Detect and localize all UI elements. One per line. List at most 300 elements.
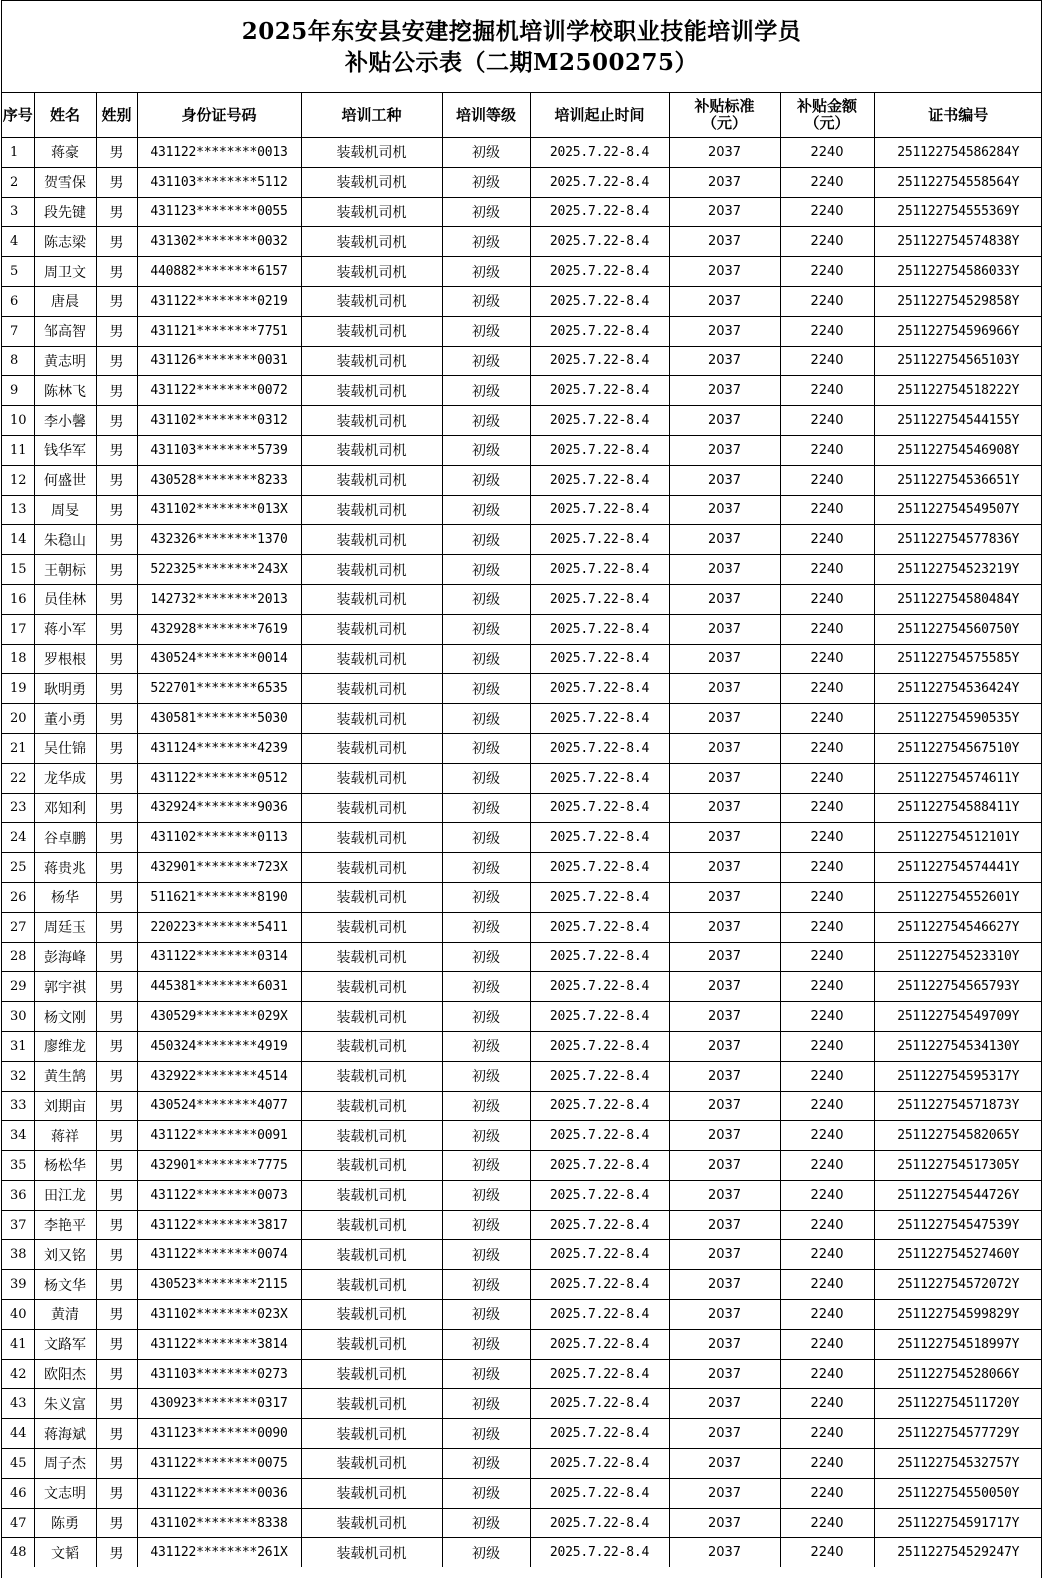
- cell-level: 初级: [442, 793, 530, 823]
- cell-period: 2025.7.22-8.4: [530, 406, 669, 436]
- cell-standard: 2037: [669, 853, 780, 883]
- cell-seq: 6: [2, 286, 34, 316]
- cell-gender: 男: [96, 555, 137, 585]
- cell-standard: 2037: [669, 1180, 780, 1210]
- cell-amount: 2240: [780, 793, 874, 823]
- cell-standard: 2037: [669, 346, 780, 376]
- cell-level: 初级: [442, 823, 530, 853]
- cell-period: 2025.7.22-8.4: [530, 1091, 669, 1121]
- cell-amount: 2240: [780, 614, 874, 644]
- table-row: [2, 942, 1042, 972]
- cell-standard: 2037: [669, 704, 780, 734]
- cell-name: 彭海峰: [34, 942, 96, 972]
- cell-level: 初级: [442, 435, 530, 465]
- cell-id-number: 445381********6031: [137, 972, 301, 1002]
- cell-trade: 装载机司机: [301, 435, 442, 465]
- table-row: [2, 346, 1042, 376]
- cell-level: 初级: [442, 167, 530, 197]
- cell-standard: 2037: [669, 823, 780, 853]
- cell-cert-number: 251122754567510Y: [874, 733, 1042, 763]
- table-row: [2, 197, 1042, 227]
- cell-cert-number: 251122754574611Y: [874, 763, 1042, 793]
- cell-name: 周廷玉: [34, 912, 96, 942]
- cell-seq: 15: [2, 555, 34, 585]
- cell-period: 2025.7.22-8.4: [530, 1478, 669, 1508]
- cell-cert-number: 251122754596966Y: [874, 316, 1042, 346]
- cell-seq: 17: [2, 614, 34, 644]
- cell-trade: 装载机司机: [301, 316, 442, 346]
- cell-amount: 2240: [780, 138, 874, 168]
- cell-standard: 2037: [669, 257, 780, 287]
- cell-gender: 男: [96, 1300, 137, 1330]
- table-row: [2, 1270, 1042, 1300]
- cell-seq: 39: [2, 1270, 34, 1300]
- cell-seq: 33: [2, 1091, 34, 1121]
- cell-cert-number: 251122754586033Y: [874, 257, 1042, 287]
- table-row: [2, 525, 1042, 555]
- cell-cert-number: 251122754528066Y: [874, 1359, 1042, 1389]
- cell-id-number: 430581********5030: [137, 704, 301, 734]
- cell-trade: 装载机司机: [301, 584, 442, 614]
- cell-cert-number: 251122754529247Y: [874, 1538, 1042, 1567]
- cell-amount: 2240: [780, 316, 874, 346]
- cell-level: 初级: [442, 1329, 530, 1359]
- cell-level: 初级: [442, 584, 530, 614]
- cell-name: 刘期亩: [34, 1091, 96, 1121]
- cell-cert-number: 251122754549709Y: [874, 1002, 1042, 1032]
- cell-id-number: 430528********8233: [137, 465, 301, 495]
- cell-period: 2025.7.22-8.4: [530, 1359, 669, 1389]
- table-row: [2, 763, 1042, 793]
- cell-period: 2025.7.22-8.4: [530, 167, 669, 197]
- cell-level: 初级: [442, 1240, 530, 1270]
- cell-level: 初级: [442, 1300, 530, 1330]
- cell-name: 蒋小军: [34, 614, 96, 644]
- document-sheet: [1, 0, 1042, 1578]
- cell-gender: 男: [96, 614, 137, 644]
- cell-level: 初级: [442, 495, 530, 525]
- cell-id-number: 431103********5112: [137, 167, 301, 197]
- cell-period: 2025.7.22-8.4: [530, 793, 669, 823]
- cell-cert-number: 251122754523219Y: [874, 555, 1042, 585]
- header-id: 身份证号码: [137, 93, 301, 138]
- cell-amount: 2240: [780, 733, 874, 763]
- cell-id-number: 432901********723X: [137, 853, 301, 883]
- cell-trade: 装载机司机: [301, 346, 442, 376]
- cell-standard: 2037: [669, 1329, 780, 1359]
- cell-level: 初级: [442, 1270, 530, 1300]
- cell-name: 黄清: [34, 1300, 96, 1330]
- cell-amount: 2240: [780, 674, 874, 704]
- cell-standard: 2037: [669, 1508, 780, 1538]
- cell-level: 初级: [442, 227, 530, 257]
- cell-id-number: 430524********4077: [137, 1091, 301, 1121]
- cell-cert-number: 251122754534130Y: [874, 1031, 1042, 1061]
- cell-id-number: 431122********0314: [137, 942, 301, 972]
- cell-period: 2025.7.22-8.4: [530, 942, 669, 972]
- cell-name: 龙华成: [34, 763, 96, 793]
- cell-id-number: 432924********9036: [137, 793, 301, 823]
- cell-standard: 2037: [669, 1091, 780, 1121]
- cell-cert-number: 251122754532757Y: [874, 1449, 1042, 1479]
- cell-trade: 装载机司机: [301, 1240, 442, 1270]
- cell-period: 2025.7.22-8.4: [530, 1329, 669, 1359]
- cell-level: 初级: [442, 942, 530, 972]
- cell-period: 2025.7.22-8.4: [530, 465, 669, 495]
- cell-name: 周子杰: [34, 1449, 96, 1479]
- cell-seq: 22: [2, 763, 34, 793]
- cell-standard: 2037: [669, 435, 780, 465]
- cell-name: 唐晨: [34, 286, 96, 316]
- cell-amount: 2240: [780, 1061, 874, 1091]
- cell-name: 黄志明: [34, 346, 96, 376]
- cell-gender: 男: [96, 1359, 137, 1389]
- cell-cert-number: 251122754560750Y: [874, 614, 1042, 644]
- cell-name: 陈志梁: [34, 227, 96, 257]
- cell-level: 初级: [442, 704, 530, 734]
- cell-period: 2025.7.22-8.4: [530, 763, 669, 793]
- cell-seq: 45: [2, 1449, 34, 1479]
- cell-cert-number: 251122754574441Y: [874, 853, 1042, 883]
- cell-amount: 2240: [780, 465, 874, 495]
- cell-period: 2025.7.22-8.4: [530, 882, 669, 912]
- cell-trade: 装载机司机: [301, 942, 442, 972]
- cell-seq: 47: [2, 1508, 34, 1538]
- cell-name: 蒋豪: [34, 138, 96, 168]
- cell-gender: 男: [96, 227, 137, 257]
- cell-period: 2025.7.22-8.4: [530, 1002, 669, 1032]
- cell-level: 初级: [442, 644, 530, 674]
- cell-level: 初级: [442, 1091, 530, 1121]
- cell-period: 2025.7.22-8.4: [530, 733, 669, 763]
- cell-id-number: 522325********243X: [137, 555, 301, 585]
- cell-level: 初级: [442, 972, 530, 1002]
- cell-level: 初级: [442, 912, 530, 942]
- cell-seq: 7: [2, 316, 34, 346]
- cell-period: 2025.7.22-8.4: [530, 1151, 669, 1181]
- cell-seq: 21: [2, 733, 34, 763]
- cell-cert-number: 251122754544726Y: [874, 1180, 1042, 1210]
- cell-level: 初级: [442, 525, 530, 555]
- cell-standard: 2037: [669, 1031, 780, 1061]
- cell-gender: 男: [96, 1389, 137, 1419]
- cell-trade: 装载机司机: [301, 1449, 442, 1479]
- cell-trade: 装载机司机: [301, 525, 442, 555]
- cell-amount: 2240: [780, 1270, 874, 1300]
- cell-standard: 2037: [669, 1300, 780, 1330]
- cell-name: 邹高智: [34, 316, 96, 346]
- cell-period: 2025.7.22-8.4: [530, 1508, 669, 1538]
- cell-name: 廖维龙: [34, 1031, 96, 1061]
- cell-seq: 5: [2, 257, 34, 287]
- cell-amount: 2240: [780, 1389, 874, 1419]
- cell-seq: 14: [2, 525, 34, 555]
- cell-period: 2025.7.22-8.4: [530, 316, 669, 346]
- table-row: [2, 495, 1042, 525]
- cell-standard: 2037: [669, 1359, 780, 1389]
- cell-amount: 2240: [780, 1091, 874, 1121]
- cell-level: 初级: [442, 286, 530, 316]
- table-row: [2, 733, 1042, 763]
- table-row: [2, 138, 1042, 168]
- cell-level: 初级: [442, 346, 530, 376]
- cell-amount: 2240: [780, 823, 874, 853]
- table-row: [2, 1091, 1042, 1121]
- cell-standard: 2037: [669, 793, 780, 823]
- cell-level: 初级: [442, 1508, 530, 1538]
- cell-id-number: 431124********4239: [137, 733, 301, 763]
- cell-gender: 男: [96, 1031, 137, 1061]
- cell-gender: 男: [96, 674, 137, 704]
- cell-level: 初级: [442, 257, 530, 287]
- cell-standard: 2037: [669, 942, 780, 972]
- cell-level: 初级: [442, 1359, 530, 1389]
- cell-standard: 2037: [669, 555, 780, 585]
- cell-period: 2025.7.22-8.4: [530, 912, 669, 942]
- cell-amount: 2240: [780, 346, 874, 376]
- cell-seq: 9: [2, 376, 34, 406]
- cell-amount: 2240: [780, 1300, 874, 1330]
- cell-trade: 装载机司机: [301, 1508, 442, 1538]
- cell-id-number: 220223********5411: [137, 912, 301, 942]
- cell-name: 刘又铭: [34, 1240, 96, 1270]
- cell-cert-number: 251122754523310Y: [874, 942, 1042, 972]
- cell-id-number: 431121********7751: [137, 316, 301, 346]
- cell-standard: 2037: [669, 316, 780, 346]
- table-row: [2, 1240, 1042, 1270]
- cell-standard: 2037: [669, 1240, 780, 1270]
- cell-seq: 40: [2, 1300, 34, 1330]
- table-row: [2, 435, 1042, 465]
- cell-standard: 2037: [669, 1002, 780, 1032]
- cell-cert-number: 251122754565793Y: [874, 972, 1042, 1002]
- cell-gender: 男: [96, 584, 137, 614]
- table-row: [2, 853, 1042, 883]
- cell-trade: 装载机司机: [301, 1210, 442, 1240]
- table-row: [2, 972, 1042, 1002]
- table-row: [2, 1538, 1042, 1567]
- cell-trade: 装载机司机: [301, 1300, 442, 1330]
- cell-cert-number: 251122754577729Y: [874, 1419, 1042, 1449]
- cell-gender: 男: [96, 1151, 137, 1181]
- cell-name: 周旻: [34, 495, 96, 525]
- cell-id-number: 431122********3814: [137, 1329, 301, 1359]
- table-row: [2, 1508, 1042, 1538]
- cell-standard: 2037: [669, 644, 780, 674]
- cell-level: 初级: [442, 1538, 530, 1567]
- header-gender: 姓别: [96, 93, 137, 138]
- cell-period: 2025.7.22-8.4: [530, 823, 669, 853]
- cell-trade: 装载机司机: [301, 167, 442, 197]
- cell-amount: 2240: [780, 376, 874, 406]
- cell-cert-number: 251122754577836Y: [874, 525, 1042, 555]
- cell-seq: 46: [2, 1478, 34, 1508]
- cell-period: 2025.7.22-8.4: [530, 495, 669, 525]
- cell-id-number: 431122********0219: [137, 286, 301, 316]
- cell-trade: 装载机司机: [301, 138, 442, 168]
- cell-level: 初级: [442, 1180, 530, 1210]
- table-row: [2, 286, 1042, 316]
- table-row: [2, 1449, 1042, 1479]
- header-level: 培训等级: [442, 93, 530, 138]
- cell-trade: 装载机司机: [301, 197, 442, 227]
- cell-seq: 43: [2, 1389, 34, 1419]
- cell-trade: 装载机司机: [301, 1389, 442, 1419]
- cell-standard: 2037: [669, 1478, 780, 1508]
- cell-name: 李小馨: [34, 406, 96, 436]
- cell-id-number: 431122********0013: [137, 138, 301, 168]
- cell-gender: 男: [96, 286, 137, 316]
- cell-period: 2025.7.22-8.4: [530, 1121, 669, 1151]
- subsidy-table: [2, 92, 1042, 1567]
- table-row: [2, 406, 1042, 436]
- cell-id-number: 431122********0072: [137, 376, 301, 406]
- cell-level: 初级: [442, 138, 530, 168]
- table-row: [2, 1151, 1042, 1181]
- cell-trade: 装载机司机: [301, 257, 442, 287]
- cell-amount: 2240: [780, 1538, 874, 1567]
- cell-amount: 2240: [780, 227, 874, 257]
- cell-amount: 2240: [780, 435, 874, 465]
- cell-cert-number: 251122754590535Y: [874, 704, 1042, 734]
- header-trade: 培训工种: [301, 93, 442, 138]
- cell-seq: 38: [2, 1240, 34, 1270]
- cell-amount: 2240: [780, 972, 874, 1002]
- cell-seq: 32: [2, 1061, 34, 1091]
- cell-period: 2025.7.22-8.4: [530, 1061, 669, 1091]
- cell-id-number: 431102********023X: [137, 1300, 301, 1330]
- cell-trade: 装载机司机: [301, 853, 442, 883]
- cell-trade: 装载机司机: [301, 1031, 442, 1061]
- cell-level: 初级: [442, 1389, 530, 1419]
- cell-gender: 男: [96, 138, 137, 168]
- cell-standard: 2037: [669, 674, 780, 704]
- cell-name: 何盛世: [34, 465, 96, 495]
- cell-trade: 装载机司机: [301, 972, 442, 1002]
- cell-standard: 2037: [669, 882, 780, 912]
- cell-gender: 男: [96, 1002, 137, 1032]
- cell-name: 员佳林: [34, 584, 96, 614]
- cell-amount: 2240: [780, 495, 874, 525]
- cell-level: 初级: [442, 853, 530, 883]
- cell-gender: 男: [96, 465, 137, 495]
- cell-cert-number: 251122754582065Y: [874, 1121, 1042, 1151]
- cell-trade: 装载机司机: [301, 674, 442, 704]
- cell-trade: 装载机司机: [301, 495, 442, 525]
- cell-cert-number: 251122754544155Y: [874, 406, 1042, 436]
- header-standard-line1: 补贴标准: [694, 97, 755, 115]
- cell-name: 朱义富: [34, 1389, 96, 1419]
- cell-period: 2025.7.22-8.4: [530, 644, 669, 674]
- cell-name: 杨松华: [34, 1151, 96, 1181]
- cell-id-number: 431126********0031: [137, 346, 301, 376]
- cell-period: 2025.7.22-8.4: [530, 227, 669, 257]
- cell-trade: 装载机司机: [301, 406, 442, 436]
- cell-gender: 男: [96, 882, 137, 912]
- cell-level: 初级: [442, 1478, 530, 1508]
- table-row: [2, 704, 1042, 734]
- cell-trade: 装载机司机: [301, 1091, 442, 1121]
- cell-gender: 男: [96, 376, 137, 406]
- cell-standard: 2037: [669, 584, 780, 614]
- cell-standard: 2037: [669, 197, 780, 227]
- cell-trade: 装载机司机: [301, 704, 442, 734]
- header-standard-line2: （元）: [701, 114, 747, 132]
- header-standard: [669, 93, 780, 138]
- cell-cert-number: 251122754552601Y: [874, 882, 1042, 912]
- cell-gender: 男: [96, 1240, 137, 1270]
- cell-seq: 3: [2, 197, 34, 227]
- cell-cert-number: 251122754571873Y: [874, 1091, 1042, 1121]
- cell-cert-number: 251122754575585Y: [874, 644, 1042, 674]
- table-row: [2, 465, 1042, 495]
- cell-cert-number: 251122754518997Y: [874, 1329, 1042, 1359]
- cell-standard: 2037: [669, 1538, 780, 1567]
- table-row: [2, 1478, 1042, 1508]
- cell-id-number: 431122********0512: [137, 763, 301, 793]
- cell-seq: 44: [2, 1419, 34, 1449]
- document-title: [2, 0, 1041, 92]
- cell-cert-number: 251122754549507Y: [874, 495, 1042, 525]
- cell-standard: 2037: [669, 227, 780, 257]
- cell-name: 李艳平: [34, 1210, 96, 1240]
- header-cert: 证书编号: [874, 93, 1042, 138]
- cell-period: 2025.7.22-8.4: [530, 286, 669, 316]
- cell-id-number: 431103********5739: [137, 435, 301, 465]
- cell-id-number: 430523********2115: [137, 1270, 301, 1300]
- cell-standard: 2037: [669, 733, 780, 763]
- table-row: [2, 555, 1042, 585]
- cell-period: 2025.7.22-8.4: [530, 1180, 669, 1210]
- cell-cert-number: 251122754558564Y: [874, 167, 1042, 197]
- cell-trade: 装载机司机: [301, 823, 442, 853]
- cell-cert-number: 251122754555369Y: [874, 197, 1042, 227]
- cell-gender: 男: [96, 1061, 137, 1091]
- cell-gender: 男: [96, 346, 137, 376]
- cell-gender: 男: [96, 1419, 137, 1449]
- cell-seq: 10: [2, 406, 34, 436]
- cell-id-number: 142732********2013: [137, 584, 301, 614]
- cell-amount: 2240: [780, 1210, 874, 1240]
- cell-trade: 装载机司机: [301, 1121, 442, 1151]
- cell-trade: 装载机司机: [301, 1270, 442, 1300]
- cell-name: 文韬: [34, 1538, 96, 1567]
- cell-gender: 男: [96, 704, 137, 734]
- cell-id-number: 431123********0090: [137, 1419, 301, 1449]
- cell-seq: 18: [2, 644, 34, 674]
- cell-seq: 48: [2, 1538, 34, 1567]
- cell-cert-number: 251122754565103Y: [874, 346, 1042, 376]
- table-row: [2, 823, 1042, 853]
- cell-standard: 2037: [669, 376, 780, 406]
- cell-trade: 装载机司机: [301, 614, 442, 644]
- cell-trade: 装载机司机: [301, 1329, 442, 1359]
- cell-cert-number: 251122754586284Y: [874, 138, 1042, 168]
- cell-name: 谷卓鹏: [34, 823, 96, 853]
- cell-id-number: 431102********0113: [137, 823, 301, 853]
- cell-period: 2025.7.22-8.4: [530, 257, 669, 287]
- table-body: [2, 138, 1042, 1568]
- cell-period: 2025.7.22-8.4: [530, 1210, 669, 1240]
- cell-seq: 2: [2, 167, 34, 197]
- cell-seq: 42: [2, 1359, 34, 1389]
- cell-id-number: 431122********0073: [137, 1180, 301, 1210]
- cell-name: 蒋贵兆: [34, 853, 96, 883]
- cell-seq: 16: [2, 584, 34, 614]
- table-row: [2, 882, 1042, 912]
- cell-cert-number: 251122754599829Y: [874, 1300, 1042, 1330]
- cell-gender: 男: [96, 1449, 137, 1479]
